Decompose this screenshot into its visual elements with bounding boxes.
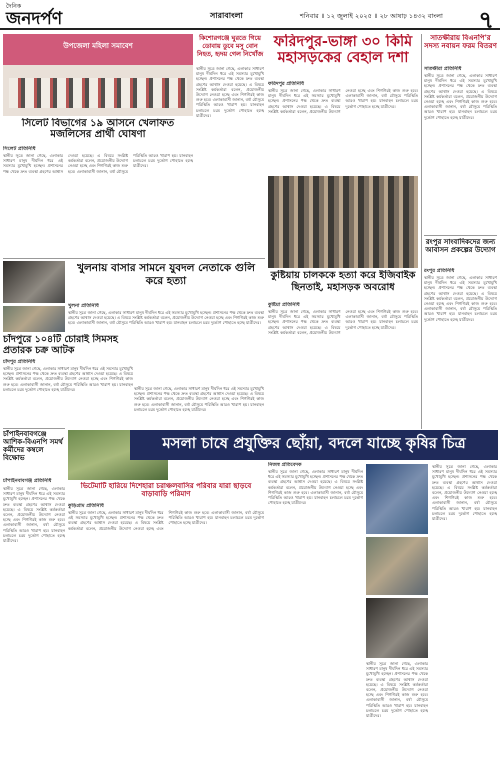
- newspaper-logo[interactable]: জনদর্পণ: [6, 9, 63, 29]
- chandpur-photo: [3, 306, 65, 332]
- sylhet-byline: সিলেট প্রতিনিধি: [3, 146, 36, 152]
- chandpur-body: স্থানীয় সূত্রে জানা গেছে, এলাকার সাধারণ মানুষ দীর্ঘদিন ধরে এই সমস্যার মুখোমুখি হচ্ছেন। প্রশাসনের পক্ষ থেকে দ্রুত ব্যবস্থা গ্রহণের আশ্বাস দেওয়া হয়েছে। এ বিষয়ে সংশ্লিষ্ট কর্মকর্তারা বলেন, প্রয়োজনীয় উদ্যোগ নেওয়া হচ্ছে এবং শিগগিরই কাজ শুরু হবে। এলাকাবাসী জানান, বর্ষা মৌসুমে পরিস্থিতি আরও খারাপ হয়। যানবাহন চলাচলে চরম দুর্ভোগ পোহাতে হচ্ছে যাত্রীদের।: [3, 366, 133, 392]
- chapai-headline[interactable]: চাঁপাইনবাবগঞ্জে আশিক-বিএনপি সমর্থ কর্মীদের কম্বলে বিক্ষোভ: [3, 430, 63, 462]
- stage-banner: উপজেলা মহিলা সমাবেশ: [63, 42, 133, 50]
- char-headline[interactable]: ভিটেমাটি হারিয়ে দিশেহারা চরাঞ্চলবাসির পরিবার যারা ছাড়বে বাড়াবাড়ি পরিমাণ: [80, 482, 252, 498]
- masala-photo-3: [366, 598, 428, 658]
- chapai-body: স্থানীয় সূত্রে জানা গেছে, এলাকার সাধারণ মানুষ দীর্ঘদিন ধরে এই সমস্যার মুখোমুখি হচ্ছেন। প্রশাসনের পক্ষ থেকে দ্রুত ব্যবস্থা গ্রহণের আশ্বাস দেওয়া হয়েছে। এ বিষয়ে সংশ্লিষ্ট কর্মকর্তারা বলেন, প্রয়োজনীয় উদ্যোগ নেওয়া হচ্ছে এবং শিগগিরই কাজ শুরু হবে। এলাকাবাসী জানান, বর্ষা মৌসুমে পরিস্থিতি আরও খারাপ হয়। যানবাহন চলাচলে চরম দুর্ভোগ পোহাতে হচ্ছে যাত্রীদের।: [3, 486, 65, 544]
- satkhira-byline: সাতক্ষীরা প্রতিনিধি: [424, 66, 462, 72]
- brand-pretitle: দৈনিক: [6, 3, 22, 10]
- lead-body: স্থানীয় সূত্রে জানা গেছে, এলাকার সাধারণ মানুষ দীর্ঘদিন ধরে এই সমস্যার মুখোমুখি হচ্ছেন। প্রশাসনের পক্ষ থেকে দ্রুত ব্যবস্থা গ্রহণের আশ্বাস দেওয়া হয়েছে। এ বিষয়ে সংশ্লিষ্ট কর্মকর্তারা বলেন, প্রয়োজনীয় উদ্যোগ নেওয়া হচ্ছে এবং শিগগিরই কাজ শুরু হবে। এলাকাবাসী জানান, বর্ষা মৌসুমে পরিস্থিতি আরও খারাপ হয়। যানবাহন চলাচলে চরম দুর্ভোগ পোহাতে হচ্ছে যাত্রীদের।: [268, 88, 418, 114]
- masala-body-2: স্থানীয় সূত্রে জানা গেছে, এলাকার সাধারণ মানুষ দীর্ঘদিন ধরে এই সমস্যার মুখোমুখি হচ্ছেন। প্রশাসনের পক্ষ থেকে দ্রুত ব্যবস্থা গ্রহণের আশ্বাস দেওয়া হয়েছে। এ বিষয়ে সংশ্লিষ্ট কর্মকর্তারা বলেন, প্রয়োজনীয় উদ্যোগ নেওয়া হচ্ছে এবং শিগগিরই কাজ শুরু হবে। এলাকাবাসী জানান, বর্ষা মৌসুমে পরিস্থিতি আরও খারাপ হয়। যানবাহন চলাচলে চরম দুর্ভোগ পোহাতে হচ্ছে যাত্রীদের।: [366, 661, 428, 719]
- sylhet-photo: [3, 34, 193, 116]
- khulna-body: স্থানীয় সূত্রে জানা গেছে, এলাকার সাধারণ মানুষ দীর্ঘদিন ধরে এই সমস্যার মুখোমুখি হচ্ছেন। প্রশাসনের পক্ষ থেকে দ্রুত ব্যবস্থা গ্রহণের আশ্বাস দেওয়া হয়েছে। এ বিষয়ে সংশ্লিষ্ট কর্মকর্তারা বলেন, প্রয়োজনীয় উদ্যোগ নেওয়া হচ্ছে এবং শিগগিরই কাজ শুরু হবে। এলাকাবাসী জানান, বর্ষা মৌসুমে পরিস্থিতি আরও খারাপ হয়। যানবাহন চলাচলে চরম দুর্ভোগ পোহাতে হচ্ছে যাত্রীদের।: [68, 310, 264, 326]
- masthead: [0, 0, 500, 30]
- masala-banner[interactable]: মসলা চাষে প্রযুক্তির ছোঁয়া, বদলে যাচ্ছে কৃষির চিত্র: [130, 430, 498, 460]
- chapai-byline: চাঁপাইনবাবগঞ্জ প্রতিনিধি: [3, 478, 52, 484]
- sylhet-headline[interactable]: সিলেট বিভাগের ১৯ আসনে খেলাফত মজলিসের প্রার্থী ঘোষণা: [21, 118, 175, 140]
- sylhet-body: স্থানীয় সূত্রে জানা গেছে, এলাকার সাধারণ মানুষ দীর্ঘদিন ধরে এই সমস্যার মুখোমুখি হচ্ছেন। প্রশাসনের পক্ষ থেকে দ্রুত ব্যবস্থা গ্রহণের আশ্বাস দেওয়া হয়েছে। এ বিষয়ে সংশ্লিষ্ট কর্মকর্তারা বলেন, প্রয়োজনীয় উদ্যোগ নেওয়া হচ্ছে এবং শিগগিরই কাজ শুরু হবে। এলাকাবাসী জানান, বর্ষা মৌসুমে পরিস্থিতি আরও খারাপ হয়। যানবাহন চলাচলে চরম দুর্ভোগ পোহাতে হচ্ছে যাত্রীদের।: [3, 153, 193, 174]
- masthead-rule: [0, 28, 500, 30]
- rangpur-byline: রংপুর প্রতিনিধি: [424, 268, 455, 274]
- masala-photo-1: [366, 464, 428, 534]
- chandpur-headline[interactable]: চাঁদপুরে ১০৪টি চোরাই সিমসহ প্রতারক চক্র আটক: [3, 334, 118, 357]
- masala-body-1: স্থানীয় সূত্রে জানা গেছে, এলাকার সাধারণ মানুষ দীর্ঘদিন ধরে এই সমস্যার মুখোমুখি হচ্ছেন। প্রশাসনের পক্ষ থেকে দ্রুত ব্যবস্থা গ্রহণের আশ্বাস দেওয়া হয়েছে। এ বিষয়ে সংশ্লিষ্ট কর্মকর্তারা বলেন, প্রয়োজনীয় উদ্যোগ নেওয়া হচ্ছে এবং শিগগিরই কাজ শুরু হবে। এলাকাবাসী জানান, বর্ষা মৌসুমে পরিস্থিতি আরও খারাপ হয়। যানবাহন চলাচলে চরম দুর্ভোগ পোহাতে হচ্ছে যাত্রীদের।: [268, 469, 363, 506]
- kushtia-byline: কুষ্টিয়া প্রতিনিধি: [268, 302, 300, 308]
- satkhira-headline[interactable]: সাতক্ষীরায় বিএনপি'র সদস্য নবায়ন ফরম বিতরণ: [424, 34, 497, 50]
- audience-row: [9, 78, 187, 108]
- kushtia-photo: [268, 176, 418, 268]
- lead-headline[interactable]: ফরিদপুর-ভাঙ্গা ৩০ কিমি মহাসড়কের বেহাল দশা: [273, 34, 413, 66]
- kishoreganj-body: স্থানীয় সূত্রে জানা গেছে, এলাকার সাধারণ মানুষ দীর্ঘদিন ধরে এই সমস্যার মুখোমুখি হচ্ছেন। প্রশাসনের পক্ষ থেকে দ্রুত ব্যবস্থা গ্রহণের আশ্বাস দেওয়া হয়েছে। এ বিষয়ে সংশ্লিষ্ট কর্মকর্তারা বলেন, প্রয়োজনীয় উদ্যোগ নেওয়া হচ্ছে এবং শিগগিরই কাজ শুরু হবে। এলাকাবাসী জানান, বর্ষা মৌসুমে পরিস্থিতি আরও খারাপ হয়। যানবাহন চলাচলে চরম দুর্ভোগ পোহাতে হচ্ছে যাত্রীদের।: [196, 66, 264, 118]
- satkhira-body: স্থানীয় সূত্রে জানা গেছে, এলাকার সাধারণ মানুষ দীর্ঘদিন ধরে এই সমস্যার মুখোমুখি হচ্ছেন। প্রশাসনের পক্ষ থেকে দ্রুত ব্যবস্থা গ্রহণের আশ্বাস দেওয়া হয়েছে। এ বিষয়ে সংশ্লিষ্ট কর্মকর্তারা বলেন, প্রয়োজনীয় উদ্যোগ নেওয়া হচ্ছে এবং শিগগিরই কাজ শুরু হবে। এলাকাবাসী জানান, বর্ষা মৌসুমে পরিস্থিতি আরও খারাপ হয়। যানবাহন চলাচলে চরম দুর্ভোগ পোহাতে হচ্ছে যাত্রীদের।: [424, 73, 497, 120]
- masala-photo-2: [366, 537, 428, 595]
- rangpur-headline[interactable]: রংপুর সাংবাদিকদের জন্য আবাসন প্রকল্পের উদ্যোগ: [425, 238, 496, 254]
- dateline: শনিবার ॥ ১২ জুলাই ২০২৫ ॥ ২৮ আষাঢ় ১৪৩২ বাংলা: [300, 12, 443, 20]
- lead-byline: ফরিদপুর প্রতিনিধি: [268, 81, 304, 87]
- rangpur-body: স্থানীয় সূত্রে জানা গেছে, এলাকার সাধারণ মানুষ দীর্ঘদিন ধরে এই সমস্যার মুখোমুখি হচ্ছেন। প্রশাসনের পক্ষ থেকে দ্রুত ব্যবস্থা গ্রহণের আশ্বাস দেওয়া হয়েছে। এ বিষয়ে সংশ্লিষ্ট কর্মকর্তারা বলেন, প্রয়োজনীয় উদ্যোগ নেওয়া হচ্ছে এবং শিগগিরই কাজ শুরু হবে। এলাকাবাসী জানান, বর্ষা মৌসুমে পরিস্থিতি আরও খারাপ হয়। যানবাহন চলাচলে চরম দুর্ভোগ পোহাতে হচ্ছে যাত্রীদের।: [424, 275, 497, 322]
- kushtia-headline[interactable]: কুষ্টিয়ায় চালককে হত্যা করে ইজিবাইক ছিনতাই, মহাসড়ক অবরোধ: [270, 270, 416, 293]
- khulna-body-continued: স্থানীয় সূত্রে জানা গেছে, এলাকার সাধারণ মানুষ দীর্ঘদিন ধরে এই সমস্যার মুখোমুখি হচ্ছেন। প্রশাসনের পক্ষ থেকে দ্রুত ব্যবস্থা গ্রহণের আশ্বাস দেওয়া হয়েছে। এ বিষয়ে সংশ্লিষ্ট কর্মকর্তারা বলেন, প্রয়োজনীয় উদ্যোগ নেওয়া হচ্ছে এবং শিগগিরই কাজ শুরু হবে। এলাকাবাসী জানান, বর্ষা মৌসুমে পরিস্থিতি আরও খারাপ হয়। যানবাহন চলাচলে চরম দুর্ভোগ পোহাতে হচ্ছে যাত্রীদের।: [134, 386, 264, 412]
- section-name: সারাবাংলা: [210, 11, 243, 20]
- chandpur-byline: চাঁদপুর প্রতিনিধি: [3, 359, 36, 365]
- khulna-photo: [3, 261, 65, 303]
- masala-body-3: স্থানীয় সূত্রে জানা গেছে, এলাকার সাধারণ মানুষ দীর্ঘদিন ধরে এই সমস্যার মুখোমুখি হচ্ছেন। প্রশাসনের পক্ষ থেকে দ্রুত ব্যবস্থা গ্রহণের আশ্বাস দেওয়া হয়েছে। এ বিষয়ে সংশ্লিষ্ট কর্মকর্তারা বলেন, প্রয়োজনীয় উদ্যোগ নেওয়া হচ্ছে এবং শিগগিরই কাজ শুরু হবে। এলাকাবাসী জানান, বর্ষা মৌসুমে পরিস্থিতি আরও খারাপ হয়। যানবাহন চলাচলে চরম দুর্ভোগ পোহাতে হচ্ছে যাত্রীদের।: [432, 464, 497, 522]
- khulna-byline: খুলনা প্রতিনিধি: [68, 303, 99, 309]
- kushtia-body: স্থানীয় সূত্রে জানা গেছে, এলাকার সাধারণ মানুষ দীর্ঘদিন ধরে এই সমস্যার মুখোমুখি হচ্ছেন। প্রশাসনের পক্ষ থেকে দ্রুত ব্যবস্থা গ্রহণের আশ্বাস দেওয়া হয়েছে। এ বিষয়ে সংশ্লিষ্ট কর্মকর্তারা বলেন, প্রয়োজনীয় উদ্যোগ নেওয়া হচ্ছে এবং শিগগিরই কাজ শুরু হবে। এলাকাবাসী জানান, বর্ষা মৌসুমে পরিস্থিতি আরও খারাপ হয়। যানবাহন চলাচলে চরম দুর্ভোগ পোহাতে হচ্ছে যাত্রীদের।: [268, 309, 418, 335]
- khulna-headline[interactable]: খুলনায় বাসার সামনে যুবদল নেতাকে গুলি করে হত্যা: [77, 262, 255, 287]
- char-byline: কুড়িগ্রাম প্রতিনিধি: [68, 503, 104, 509]
- masala-byline: নিজস্ব প্রতিবেদক: [268, 462, 302, 468]
- page-number: ৭: [478, 5, 494, 30]
- char-body: স্থানীয় সূত্রে জানা গেছে, এলাকার সাধারণ মানুষ দীর্ঘদিন ধরে এই সমস্যার মুখোমুখি হচ্ছেন। প্রশাসনের পক্ষ থেকে দ্রুত ব্যবস্থা গ্রহণের আশ্বাস দেওয়া হয়েছে। এ বিষয়ে সংশ্লিষ্ট কর্মকর্তারা বলেন, প্রয়োজনীয় উদ্যোগ নেওয়া হচ্ছে এবং শিগগিরই কাজ শুরু হবে। এলাকাবাসী জানান, বর্ষা মৌসুমে পরিস্থিতি আরও খারাপ হয়। যানবাহন চলাচলে চরম দুর্ভোগ পোহাতে হচ্ছে যাত্রীদের।: [68, 510, 264, 531]
- kishoreganj-headline[interactable]: কিশোরগঞ্জে ঘুরতে গিয়ে ডোবায় ডুবে মসু বোন নিহত, হৃদয় গেল নিখোঁজ: [196, 34, 264, 58]
